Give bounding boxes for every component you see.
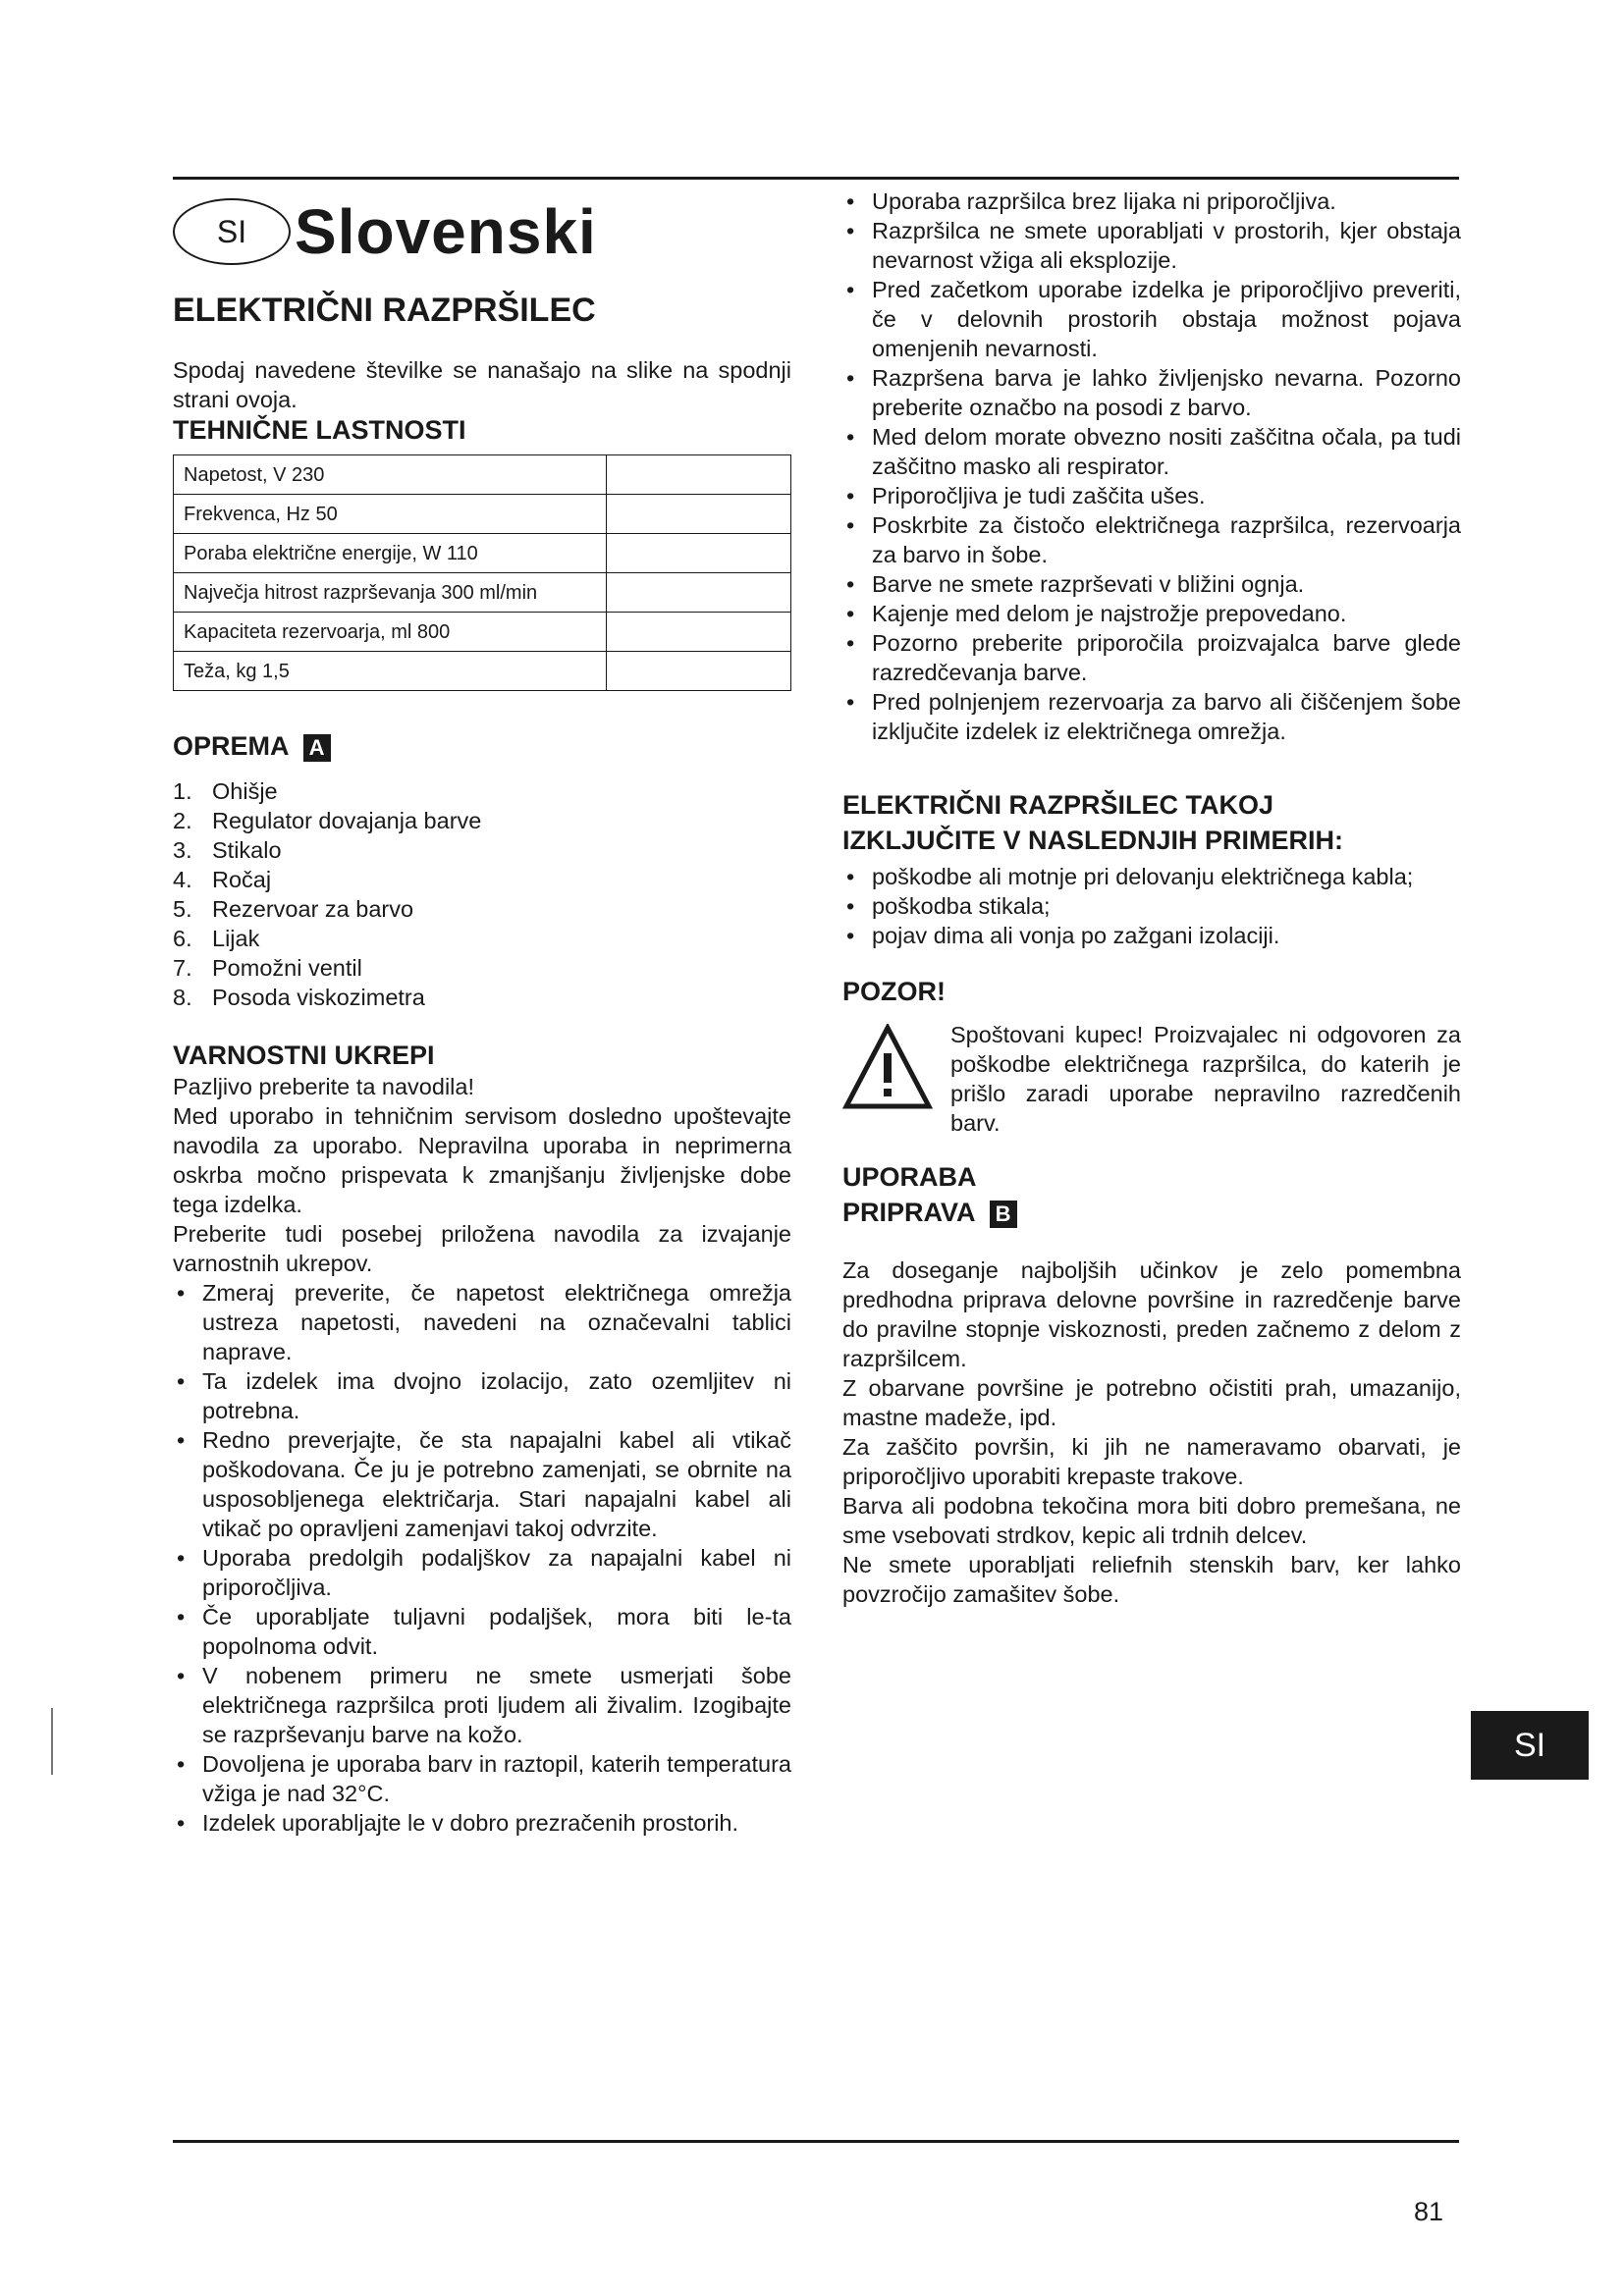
specs-table: [173, 454, 791, 691]
safety-bullet: [173, 1425, 791, 1543]
preparation-paragraph: Barva ali podobna tekočina mora biti dobro premešana, ne sme vsebovati strdkov, kepic ali trdnih delcev.: [842, 1493, 1461, 1548]
safety-bullet: [173, 1749, 791, 1808]
equipment-item-number: 3.: [173, 837, 192, 863]
preparation-paragraph: Ne smete uporabljati reliefnih stenskih barv, ker lahko povzročijo zamašitev šobe.: [842, 1552, 1461, 1607]
safety-bullet-text: Priporočljiva je tudi zaščita ušes.: [872, 483, 1206, 508]
safety-bullet-text: Med delom morate obvezno nositi zaščitna očala, pa tudi zaščitno masko ali respirator.: [872, 424, 1461, 479]
bullet-dot: •: [846, 512, 855, 538]
warning-triangle-icon: [842, 1024, 933, 1110]
safety-bullet: [173, 1661, 791, 1749]
bullet-dot: •: [177, 1368, 186, 1394]
equipment-item-number: 7.: [173, 955, 192, 981]
specs-value: [607, 613, 791, 652]
switch-off-heading: [842, 787, 1461, 858]
safety-bullet: [173, 1808, 791, 1838]
left-column: [173, 187, 791, 1838]
warning-block: [842, 1020, 1461, 1138]
preparation-paragraph: Z obarvane površine je potrebno očistiti prah, umazanijo, mastne madeže, ipd.: [842, 1375, 1461, 1430]
equipment-item: [173, 983, 791, 1012]
preparation-heading: [842, 1195, 1461, 1230]
switch-off-heading-line: ELEKTRIČNI RAZPRŠILEC TAKOJ: [842, 790, 1274, 820]
equipment-item: [173, 835, 791, 865]
equipment-item-label: Regulator dovajanja barve: [212, 808, 482, 833]
safety-bullet: [842, 687, 1461, 746]
safety-paragraph: Preberite tudi posebej priložena navodila za izvajanje varnostnih ukrepov.: [173, 1221, 791, 1276]
safety-bullet: [173, 1366, 791, 1425]
preparation-paragraph: Za zaščito površin, ki jih ne nameravamo obarvati, je priporočljivo uporabiti krepaste trakove.: [842, 1434, 1461, 1489]
equipment-heading-text: OPREMA: [173, 731, 290, 761]
bullet-dot: •: [177, 1663, 186, 1688]
margin-mark: [51, 1708, 53, 1775]
intro-text: Spodaj navedene številke se nanašajo na slike na spodnji strani ovoja.: [173, 357, 791, 412]
safety-list-continued: [842, 187, 1461, 746]
specs-label: Največja hitrost razprševanja 300 ml/min: [174, 573, 607, 613]
equipment-item-number: 2.: [173, 808, 192, 833]
switch-off-heading-line: IZKLJUČITE V NASLEDNJIH PRIMERIH:: [842, 826, 1344, 855]
equipment-item-label: Posoda viskozimetra: [212, 985, 425, 1010]
switch-off-bullet: [842, 921, 1461, 950]
equipment-heading: [173, 730, 791, 763]
safety-bullet-text: Če uporabljate tuljavni podaljšek, mora biti le-ta popolnoma odvit.: [202, 1604, 791, 1659]
equipment-item-label: Rezervoar za barvo: [212, 896, 414, 922]
safety-bullet-text: Ta izdelek ima dvojno izolacijo, zato ozemljitev ni potrebna.: [202, 1368, 791, 1423]
equipment-item-label: Lijak: [212, 926, 260, 951]
switch-off-list: [842, 862, 1461, 950]
equipment-item: [173, 894, 791, 924]
figure-a-badge: A: [303, 734, 331, 762]
safety-heading: VARNOSTNI UKREPI: [173, 1041, 435, 1070]
page-number: 81: [1414, 2197, 1444, 2226]
bullet-dot: •: [846, 424, 855, 450]
equipment-item: [173, 776, 791, 806]
bullet-dot: •: [846, 864, 855, 889]
bullet-dot: •: [846, 923, 855, 948]
safety-bullet: [842, 599, 1461, 628]
safety-bullet-text: Uporaba predolgih podaljškov za napajalni kabel ni priporočljiva.: [202, 1545, 791, 1600]
safety-list: [173, 1278, 791, 1838]
bullet-dot: •: [846, 630, 855, 656]
switch-off-bullet: [842, 891, 1461, 921]
language-header: [173, 187, 791, 277]
switch-off-bullet-text: poškodba stikala;: [872, 893, 1051, 919]
safety-bullet-text: Kajenje med delom je najstrožje prepovedano.: [872, 601, 1347, 626]
safety-bullet: [842, 275, 1461, 363]
safety-bullet: [842, 422, 1461, 481]
safety-bullet-text: Pred polnjenjem rezervoarja za barvo ali čiščenjem šobe izključite izdelek iz električnega omrežja.: [872, 689, 1461, 744]
specs-row: [174, 534, 791, 573]
specs-label: Poraba električne energije, W 110: [174, 534, 607, 573]
specs-row: [174, 613, 791, 652]
equipment-item-label: Ročaj: [212, 867, 272, 892]
warning-text: Spoštovani kupec! Proizvajalec ni odgovoren za poškodbe električnega razpršilca, do katerih je prišlo zaradi uporabe nepravilno razredčenih barv.: [950, 1022, 1461, 1136]
safety-bullet: [842, 187, 1461, 216]
specs-label: Kapaciteta rezervoarja, ml 800: [174, 613, 607, 652]
equipment-item-number: 5.: [173, 896, 192, 922]
bullet-dot: •: [177, 1751, 186, 1777]
bullet-dot: •: [846, 483, 855, 508]
safety-bullet-text: Izdelek uporabljajte le v dobro prezračenih prostorih.: [202, 1810, 739, 1836]
safety-bullet: [842, 216, 1461, 275]
safety-intro: Pazljivo preberite ta navodila!: [173, 1074, 474, 1099]
equipment-item: [173, 865, 791, 894]
equipment-list: [173, 776, 791, 1012]
safety-bullet-text: Barve ne smete razprševati v bližini ognja.: [872, 571, 1305, 597]
safety-bullet-text: Razpršena barva je lahko življenjsko nevarna. Pozorno preberite označbo na posodi z barvo.: [872, 365, 1461, 420]
equipment-item-label: Pomožni ventil: [212, 955, 362, 981]
specs-heading: TEHNIČNE LASTNOSTI: [173, 415, 466, 445]
equipment-item-number: 4.: [173, 867, 192, 892]
safety-bullet-text: Pred začetkom uporabe izdelka je priporočljivo preveriti, če v delovnih prostorih obstaja možnost pojava omenjenih nevarnosti.: [872, 277, 1461, 361]
top-rule: [173, 177, 1459, 180]
safety-bullet: [173, 1602, 791, 1661]
safety-bullet-text: Zmeraj preverite, če napetost električnega omrežja ustreza napetosti, navedeni na označevalni tablici naprave.: [202, 1280, 791, 1364]
safety-bullet-text: V nobenem primeru ne smete usmerjati šobe električnega razpršilca proti ljudem ali živalim. Izogibajte se razprševanju barve na kožo.: [202, 1663, 791, 1747]
language-side-tab: SI: [1471, 1711, 1589, 1780]
safety-bullet: [842, 481, 1461, 510]
safety-bullet: [842, 510, 1461, 569]
equipment-item: [173, 924, 791, 953]
bullet-dot: •: [846, 571, 855, 597]
safety-bullet-text: Poskrbite za čistočo električnega razpršilca, rezervoarja za barvo in šobe.: [872, 512, 1461, 567]
specs-label: Frekvenca, Hz 50: [174, 495, 607, 534]
safety-bullet-text: Redno preverjajte, če sta napajalni kabel ali vtikač poškodovana. Če ju je potrebno zamenjati, se obrnite na usposobljenega električarja. Stari napajalni kabel ali vtikač po opravljeni zamenjavi takoj odvrzite.: [202, 1427, 791, 1541]
specs-value: [607, 652, 791, 691]
preparation-text: [842, 1255, 1461, 1609]
bullet-dot: •: [177, 1604, 186, 1629]
bullet-dot: •: [846, 689, 855, 715]
specs-value: [607, 455, 791, 495]
specs-value: [607, 495, 791, 534]
specs-row: [174, 455, 791, 495]
bottom-rule: [173, 2140, 1459, 2143]
specs-value: [607, 573, 791, 613]
safety-paragraph: Med uporabo in tehničnim servisom dosledno upoštevajte navodila za uporabo. Nepravilna uporaba in neprimerna oskrba močno prispevata k zmanjšanju življenjske dobe tega izdelka.: [173, 1103, 791, 1217]
page-title: ELEKTRIČNI RAZPRŠILEC: [173, 292, 596, 329]
bullet-dot: •: [177, 1545, 186, 1571]
bullet-dot: •: [846, 218, 855, 243]
right-column: [842, 187, 1461, 1609]
safety-bullet-text: Pozorno preberite priporočila proizvajalca barve glede razredčevanja barve.: [872, 630, 1461, 685]
safety-bullet: [173, 1278, 791, 1366]
warning-heading: POZOR!: [842, 977, 946, 1006]
equipment-item: [173, 806, 791, 835]
bullet-dot: •: [177, 1280, 186, 1306]
safety-bullet-text: Razpršilca ne smete uporabljati v prostorih, kjer obstaja nevarnost vžiga ali eksplozije.: [872, 218, 1461, 273]
equipment-item-label: Stikalo: [212, 837, 282, 863]
switch-off-bullet-text: pojav dima ali vonja po zažgani izolaciji.: [872, 923, 1280, 948]
usage-heading: UPORABA: [842, 1162, 977, 1192]
specs-row: [174, 573, 791, 613]
equipment-item-label: Ohišje: [212, 778, 278, 804]
switch-off-bullet: [842, 862, 1461, 891]
specs-value: [607, 534, 791, 573]
bullet-dot: •: [846, 601, 855, 626]
bullet-dot: •: [846, 365, 855, 391]
safety-bullet-text: Uporaba razpršilca brez lijaka ni priporočljiva.: [872, 188, 1336, 214]
bullet-dot: •: [177, 1427, 186, 1453]
safety-bullet: [173, 1543, 791, 1602]
specs-label: Napetost, V 230: [174, 455, 607, 495]
bullet-dot: •: [846, 188, 855, 214]
specs-row: [174, 495, 791, 534]
figure-b-badge: B: [990, 1201, 1017, 1228]
specs-row: [174, 652, 791, 691]
preparation-heading-text: PRIPRAVA: [842, 1198, 976, 1227]
specs-label: Teža, kg 1,5: [174, 652, 607, 691]
switch-off-bullet-text: poškodbe ali motnje pri delovanju električnega kabla;: [872, 864, 1414, 889]
safety-bullet: [842, 628, 1461, 687]
safety-bullet-text: Dovoljena je uporaba barv in raztopil, katerih temperatura vžiga je nad 32°C.: [202, 1751, 791, 1806]
bullet-dot: •: [177, 1810, 186, 1836]
equipment-item-number: 8.: [173, 985, 192, 1010]
preparation-paragraph: Za doseganje najboljših učinkov je zelo pomembna predhodna priprava delovne površine in razredčenje barve do pravilne stopnje viskoznosti, preden začnemo z delom z razpršilcem.: [842, 1257, 1461, 1371]
bullet-dot: •: [846, 277, 855, 302]
equipment-item-number: 6.: [173, 926, 192, 951]
equipment-item: [173, 953, 791, 983]
safety-bullet: [842, 363, 1461, 422]
bullet-dot: •: [846, 893, 855, 919]
safety-bullet: [842, 569, 1461, 599]
equipment-item-number: 1.: [173, 778, 192, 804]
language-name: Slovenski: [295, 196, 597, 267]
language-code-badge: SI: [173, 198, 291, 265]
